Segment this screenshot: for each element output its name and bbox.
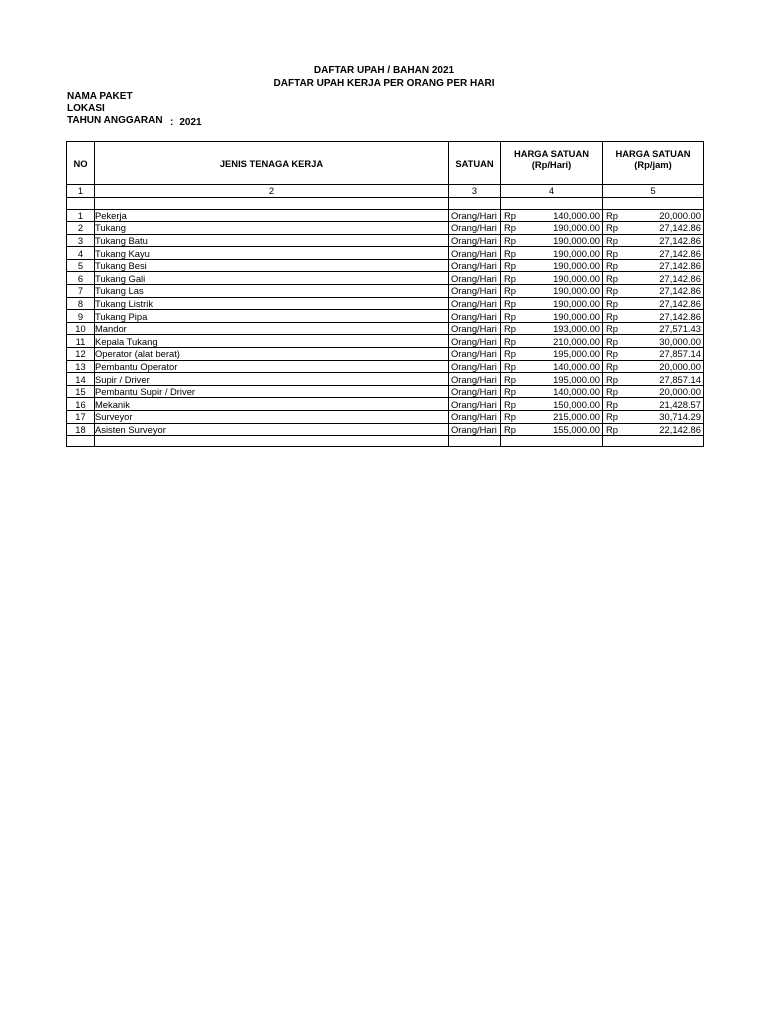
row-harga-per-jam: [603, 247, 704, 260]
currency-label: Rp: [606, 335, 618, 347]
currency-label: Rp: [606, 234, 618, 246]
currency-label: Rp: [504, 234, 516, 246]
row-harga-per-jam: [603, 348, 704, 361]
price-value-per-hari: 190,000.00: [553, 285, 600, 297]
nama-paket-label: NAMA PAKET: [67, 91, 133, 102]
row-jenis-tenaga-kerja: Surveyor: [95, 411, 449, 424]
row-satuan: Orang/Hari: [449, 322, 501, 335]
header-harga-per-hari-line2: (Rp/Hari): [531, 159, 572, 170]
row-no: 2: [67, 222, 95, 235]
tahun-anggaran-value: [170, 117, 202, 128]
column-number: 3: [449, 185, 501, 198]
row-no: 5: [67, 259, 95, 272]
currency-label: Rp: [504, 272, 516, 284]
row-satuan: Orang/Hari: [449, 209, 501, 222]
row-harga-per-jam: [603, 285, 704, 298]
currency-label: Rp: [606, 360, 618, 372]
row-harga-per-hari: [501, 348, 603, 361]
row-no: 14: [67, 373, 95, 386]
table-row: [67, 272, 704, 285]
row-harga-per-jam: [603, 411, 704, 424]
price-value-per-jam: 27,142.86: [659, 297, 701, 309]
currency-label: Rp: [504, 297, 516, 309]
currency-label: Rp: [504, 373, 516, 385]
row-no: 12: [67, 348, 95, 361]
row-no: 4: [67, 247, 95, 260]
table-row: [67, 285, 704, 298]
header-no: NO: [67, 142, 95, 185]
row-harga-per-hari: [501, 398, 603, 411]
currency-label: Rp: [504, 222, 516, 234]
row-no: 8: [67, 297, 95, 310]
price-value-per-jam: 22,142.86: [659, 423, 701, 435]
currency-label: Rp: [606, 386, 618, 398]
row-satuan: Orang/Hari: [449, 335, 501, 348]
tahun-value: 2021: [179, 117, 202, 128]
wage-table: [66, 141, 704, 447]
price-value-per-jam: 27,142.86: [659, 272, 701, 284]
tahun-colon: :: [170, 117, 174, 128]
column-number: 2: [95, 185, 449, 198]
row-jenis-tenaga-kerja: Kepala Tukang: [95, 335, 449, 348]
currency-label: Rp: [504, 285, 516, 297]
currency-label: Rp: [606, 423, 618, 435]
row-jenis-tenaga-kerja: Tukang Las: [95, 285, 449, 298]
row-satuan: Orang/Hari: [449, 285, 501, 298]
table-row: [67, 360, 704, 373]
row-satuan: Orang/Hari: [449, 411, 501, 424]
currency-label: Rp: [606, 297, 618, 309]
table-row: [67, 373, 704, 386]
row-harga-per-hari: [501, 285, 603, 298]
row-harga-per-hari: [501, 234, 603, 247]
table-header-row: [67, 142, 704, 185]
row-satuan: Orang/Hari: [449, 222, 501, 235]
price-value-per-jam: 27,857.14: [659, 348, 701, 360]
row-harga-per-hari: [501, 385, 603, 398]
row-no: 7: [67, 285, 95, 298]
table-row: [67, 222, 704, 235]
price-value-per-jam: 27,142.86: [659, 260, 701, 272]
row-harga-per-hari: [501, 423, 603, 436]
price-value-per-hari: 190,000.00: [553, 260, 600, 272]
row-satuan: Orang/Hari: [449, 297, 501, 310]
table-row: [67, 398, 704, 411]
row-jenis-tenaga-kerja: Tukang Gali: [95, 272, 449, 285]
price-value-per-jam: 27,571.43: [659, 323, 701, 335]
price-value-per-hari: 140,000.00: [553, 386, 600, 398]
row-harga-per-hari: [501, 222, 603, 235]
row-harga-per-hari: [501, 297, 603, 310]
row-jenis-tenaga-kerja: Operator (alat berat): [95, 348, 449, 361]
table-row: [67, 335, 704, 348]
empty-row: [67, 436, 704, 447]
column-number: 4: [501, 185, 603, 198]
price-value-per-hari: 155,000.00: [553, 423, 600, 435]
row-no: 13: [67, 360, 95, 373]
currency-label: Rp: [606, 222, 618, 234]
row-no: 17: [67, 411, 95, 424]
row-harga-per-jam: [603, 335, 704, 348]
row-no: 18: [67, 423, 95, 436]
price-value-per-jam: 27,142.86: [659, 234, 701, 246]
table-row: [67, 259, 704, 272]
row-jenis-tenaga-kerja: Supir / Driver: [95, 373, 449, 386]
currency-label: Rp: [606, 285, 618, 297]
price-value-per-jam: 21,428.57: [659, 398, 701, 410]
row-harga-per-jam: [603, 385, 704, 398]
currency-label: Rp: [606, 373, 618, 385]
row-satuan: Orang/Hari: [449, 247, 501, 260]
row-no: 3: [67, 234, 95, 247]
currency-label: Rp: [504, 323, 516, 335]
row-harga-per-jam: [603, 373, 704, 386]
row-harga-per-hari: [501, 360, 603, 373]
row-no: 11: [67, 335, 95, 348]
table-row: [67, 209, 704, 222]
header-harga-per-jam-line2: (Rp/jam): [634, 159, 672, 170]
row-satuan: Orang/Hari: [449, 373, 501, 386]
currency-label: Rp: [606, 323, 618, 335]
document-title: DAFTAR UPAH / BAHAN 2021: [313, 65, 455, 76]
row-harga-per-hari: [501, 259, 603, 272]
row-satuan: Orang/Hari: [449, 423, 501, 436]
row-harga-per-jam: [603, 423, 704, 436]
spacer-row: [67, 197, 704, 209]
price-value-per-hari: 190,000.00: [553, 234, 600, 246]
row-jenis-tenaga-kerja: Tukang Kayu: [95, 247, 449, 260]
currency-label: Rp: [606, 260, 618, 272]
currency-label: Rp: [606, 247, 618, 259]
currency-label: Rp: [606, 398, 618, 410]
row-harga-per-jam: [603, 272, 704, 285]
column-number: 5: [603, 185, 704, 198]
price-value-per-hari: 150,000.00: [553, 398, 600, 410]
row-satuan: Orang/Hari: [449, 310, 501, 323]
currency-label: Rp: [504, 398, 516, 410]
table-row: [67, 310, 704, 323]
price-value-per-jam: 20,000.00: [659, 386, 701, 398]
column-number-row: [67, 185, 704, 198]
row-satuan: Orang/Hari: [449, 360, 501, 373]
header-harga-per-hari-line1: HARGA SATUAN: [514, 148, 589, 159]
currency-label: Rp: [606, 272, 618, 284]
row-jenis-tenaga-kerja: Tukang Pipa: [95, 310, 449, 323]
row-harga-per-jam: [603, 322, 704, 335]
row-harga-per-hari: [501, 247, 603, 260]
row-jenis-tenaga-kerja: Mandor: [95, 322, 449, 335]
row-harga-per-hari: [501, 272, 603, 285]
currency-label: Rp: [504, 260, 516, 272]
row-no: 6: [67, 272, 95, 285]
table-row: [67, 297, 704, 310]
currency-label: Rp: [504, 348, 516, 360]
row-no: 16: [67, 398, 95, 411]
row-no: 1: [67, 209, 95, 222]
price-value-per-hari: 190,000.00: [553, 297, 600, 309]
row-no: 15: [67, 385, 95, 398]
price-value-per-hari: 190,000.00: [553, 310, 600, 322]
row-harga-per-jam: [603, 222, 704, 235]
currency-label: Rp: [504, 209, 516, 221]
row-jenis-tenaga-kerja: Pembantu Operator: [95, 360, 449, 373]
row-satuan: Orang/Hari: [449, 234, 501, 247]
currency-label: Rp: [504, 411, 516, 423]
currency-label: Rp: [606, 209, 618, 221]
table-row: [67, 411, 704, 424]
row-jenis-tenaga-kerja: Tukang Batu: [95, 234, 449, 247]
currency-label: Rp: [606, 348, 618, 360]
row-harga-per-jam: [603, 209, 704, 222]
price-value-per-jam: 20,000.00: [659, 360, 701, 372]
row-harga-per-hari: [501, 335, 603, 348]
price-value-per-hari: 190,000.00: [553, 247, 600, 259]
header-harga-per-jam: [603, 142, 704, 185]
row-satuan: Orang/Hari: [449, 398, 501, 411]
row-jenis-tenaga-kerja: Pembantu Supir / Driver: [95, 385, 449, 398]
row-jenis-tenaga-kerja: Asisten Surveyor: [95, 423, 449, 436]
table-row: [67, 247, 704, 260]
price-value-per-hari: 210,000.00: [553, 335, 600, 347]
price-value-per-hari: 140,000.00: [553, 209, 600, 221]
price-value-per-hari: 193,000.00: [553, 323, 600, 335]
row-harga-per-hari: [501, 322, 603, 335]
row-satuan: Orang/Hari: [449, 385, 501, 398]
row-harga-per-hari: [501, 209, 603, 222]
price-value-per-jam: 27,142.86: [659, 222, 701, 234]
row-harga-per-jam: [603, 297, 704, 310]
price-value-per-hari: 140,000.00: [553, 360, 600, 372]
price-value-per-jam: 27,857.14: [659, 373, 701, 385]
row-satuan: Orang/Hari: [449, 259, 501, 272]
currency-label: Rp: [504, 360, 516, 372]
currency-label: Rp: [504, 386, 516, 398]
header-satuan: SATUAN: [449, 142, 501, 185]
currency-label: Rp: [606, 310, 618, 322]
currency-label: Rp: [504, 310, 516, 322]
price-value-per-jam: 30,000.00: [659, 335, 701, 347]
table-row: [67, 234, 704, 247]
row-harga-per-jam: [603, 398, 704, 411]
price-value-per-jam: 27,142.86: [659, 285, 701, 297]
row-harga-per-hari: [501, 411, 603, 424]
column-number: 1: [67, 185, 95, 198]
price-value-per-hari: 215,000.00: [553, 411, 600, 423]
row-satuan: Orang/Hari: [449, 348, 501, 361]
table-row: [67, 385, 704, 398]
row-no: 10: [67, 322, 95, 335]
row-jenis-tenaga-kerja: Pekerja: [95, 209, 449, 222]
table-row: [67, 423, 704, 436]
header-harga-per-hari: [501, 142, 603, 185]
price-value-per-jam: 30,714.29: [659, 411, 701, 423]
price-value-per-hari: 195,000.00: [553, 373, 600, 385]
table-row: [67, 322, 704, 335]
row-harga-per-jam: [603, 259, 704, 272]
row-harga-per-jam: [603, 234, 704, 247]
header-harga-per-jam-line1: HARGA SATUAN: [615, 148, 691, 159]
row-jenis-tenaga-kerja: Tukang Listrik: [95, 297, 449, 310]
currency-label: Rp: [504, 247, 516, 259]
row-jenis-tenaga-kerja: Tukang Besi: [95, 259, 449, 272]
currency-label: Rp: [504, 335, 516, 347]
tahun-anggaran-label: TAHUN ANGGARAN: [67, 115, 163, 126]
table-row: [67, 348, 704, 361]
price-value-per-jam: 27,142.86: [659, 247, 701, 259]
row-harga-per-hari: [501, 373, 603, 386]
row-harga-per-jam: [603, 310, 704, 323]
row-harga-per-hari: [501, 310, 603, 323]
price-value-per-hari: 190,000.00: [553, 272, 600, 284]
currency-label: Rp: [606, 411, 618, 423]
currency-label: Rp: [504, 423, 516, 435]
header-jenis-tenaga-kerja: JENIS TENAGA KERJA: [95, 142, 449, 185]
lokasi-label: LOKASI: [67, 103, 105, 114]
row-jenis-tenaga-kerja: Mekanik: [95, 398, 449, 411]
row-jenis-tenaga-kerja: Tukang: [95, 222, 449, 235]
price-value-per-jam: 20,000.00: [659, 209, 701, 221]
price-value-per-hari: 195,000.00: [553, 348, 600, 360]
document-subtitle: DAFTAR UPAH KERJA PER ORANG PER HARI: [273, 78, 495, 89]
price-value-per-jam: 27,142.86: [659, 310, 701, 322]
row-satuan: Orang/Hari: [449, 272, 501, 285]
row-no: 9: [67, 310, 95, 323]
row-harga-per-jam: [603, 360, 704, 373]
price-value-per-hari: 190,000.00: [553, 222, 600, 234]
